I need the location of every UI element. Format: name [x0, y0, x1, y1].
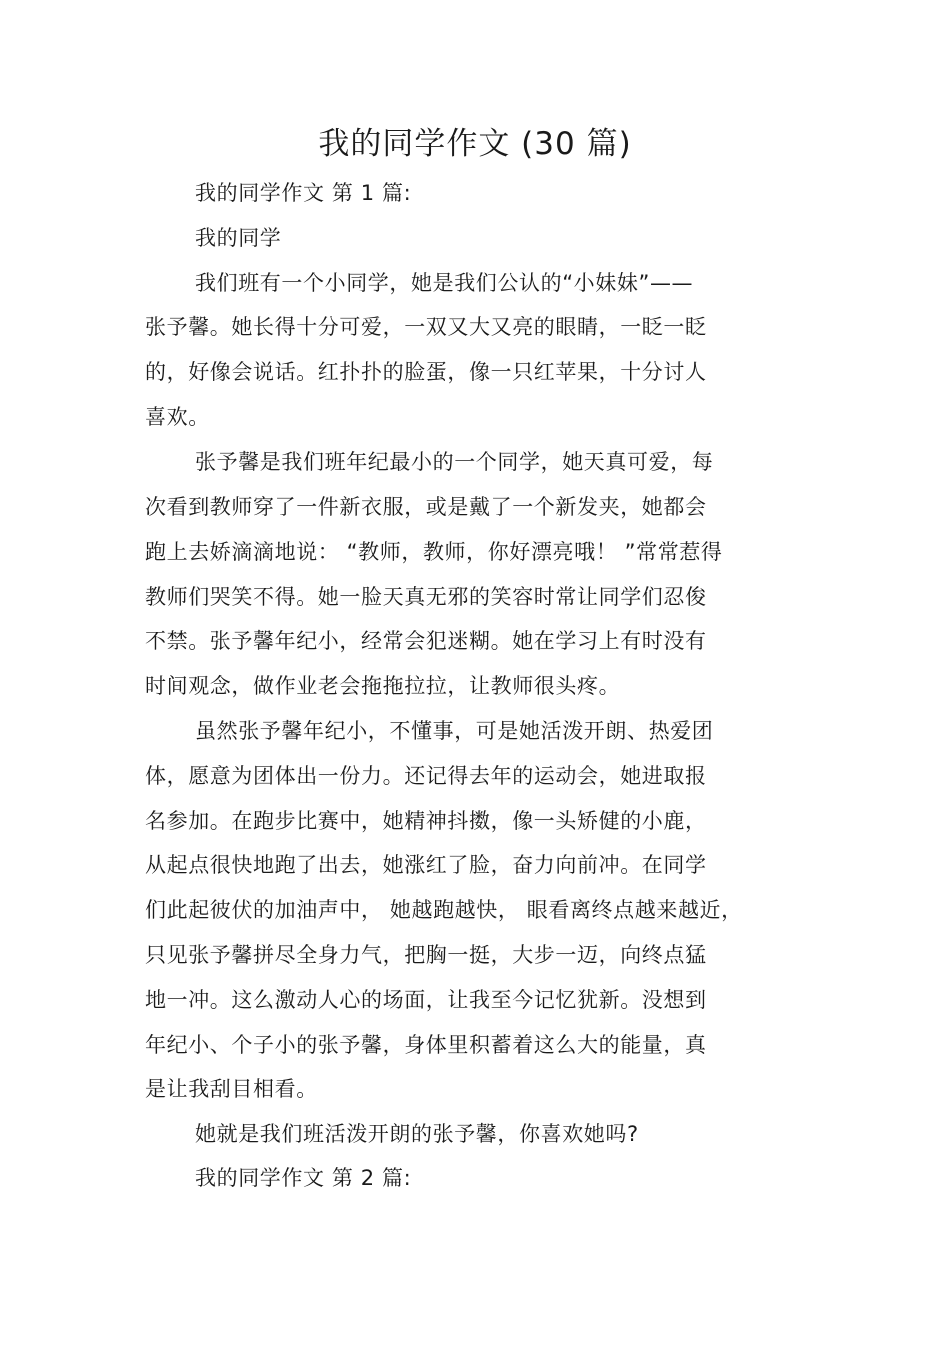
- paragraph-line: 名参加。在跑步比赛中，她精神抖擞，像一头矫健的小鹿，: [145, 809, 707, 833]
- paragraph-line: 虽然张予馨年纪小，不懂事，可是她活泼开朗、热爱团: [195, 719, 714, 743]
- paragraph-line: 喜欢。: [145, 405, 210, 429]
- paragraph-line: 跑上去娇滴滴地说： “教师，教师，你好漂亮哦！ ”常常惹得: [145, 540, 723, 564]
- paragraph-line: 只见张予馨拼尽全身力气，把胸一挺，大步一迈，向终点猛: [145, 943, 707, 967]
- paragraph-line: 的，好像会说话。红扑扑的脸蛋，像一只红苹果，十分讨人: [145, 360, 707, 384]
- paragraph-line: 张予馨。她长得十分可爱，一双又大又亮的眼睛，一眨一眨: [145, 315, 707, 339]
- section-heading: 我的同学作文 第 1 篇:: [195, 181, 412, 205]
- paragraph-line: 教师们哭笑不得。她一脸天真无邪的笑容时常让同学们忍俊: [145, 585, 707, 609]
- document-title: 我的同学作文 (30 篇): [318, 126, 632, 162]
- paragraph-line: 我们班有一个小同学，她是我们公认的“小妹妹”——: [195, 271, 694, 295]
- paragraph-line: 从起点很快地跑了出去，她涨红了脸，奋力向前冲。在同学: [145, 853, 707, 877]
- section-heading: 我的同学作文 第 2 篇:: [195, 1166, 412, 1190]
- paragraph-line: 不禁。张予馨年纪小，经常会犯迷糊。她在学习上有时没有: [145, 629, 707, 653]
- paragraph-line: 张予馨是我们班年纪最小的一个同学，她天真可爱，每: [195, 450, 714, 474]
- paragraph-line: 们此起彼伏的加油声中， 她越跑越快， 眼看离终点越来越近，: [145, 898, 743, 922]
- paragraph-line: 年纪小、个子小的张予馨，身体里积蓄着这么大的能量，真: [145, 1033, 707, 1057]
- paragraph-line: 地一冲。这么激动人心的场面，让我至今记忆犹新。没想到: [145, 988, 707, 1012]
- paragraph-line: 她就是我们班活泼开朗的张予馨，你喜欢她吗?: [195, 1122, 639, 1146]
- paragraph-line: 是让我刮目相看。: [145, 1077, 318, 1101]
- paragraph-line: 时间观念，做作业老会拖拖拉拉，让教师很头疼。: [145, 674, 621, 698]
- paragraph-line: 体，愿意为团体出一份力。还记得去年的运动会，她进取报: [145, 764, 707, 788]
- essay-title: 我的同学: [195, 226, 282, 250]
- paragraph-line: 次看到教师穿了一件新衣服，或是戴了一个新发夹，她都会: [145, 495, 707, 519]
